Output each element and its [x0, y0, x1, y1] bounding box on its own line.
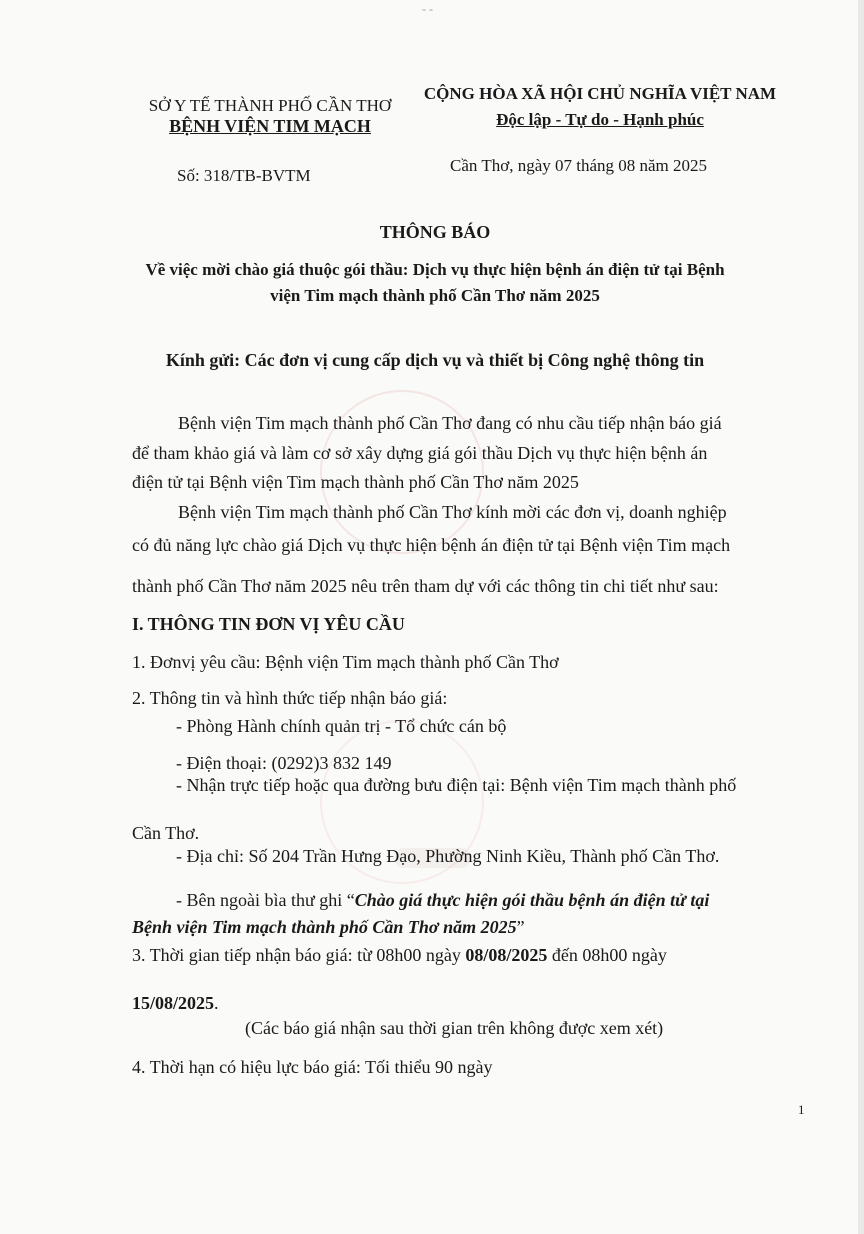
paragraph-1-line-3: điện tử tại Bệnh viện Tim mạch thành phố Cần Thơ năm 2025 — [132, 472, 579, 492]
envelope-prefix: - Bên ngoài bìa thư ghi “ — [176, 890, 355, 910]
motto-text: Độc lập - Tự do - Hạnh phúc — [496, 110, 704, 129]
item-3-end-date: 15/08/2025 — [132, 993, 215, 1013]
item-2-envelope-line-2 — [132, 917, 525, 938]
envelope-suffix: ” — [516, 917, 525, 937]
item-3-mid: đến 08h00 ngày — [547, 945, 667, 965]
item-2: 2. Thông tin và hình thức tiếp nhận báo giá: — [132, 688, 448, 708]
doc-number: Số: 318/TB-BVTM — [177, 166, 311, 185]
item-3-line-2 — [132, 993, 219, 1014]
notice-subject-line-2: viện Tim mạch thành phố Cần Thơ năm 2025 — [270, 286, 600, 305]
item-3-start-date: 08/08/2025 — [465, 945, 548, 965]
item-2-delivery-line-1: - Nhận trực tiếp hoặc qua đường bưu điện tại: Bệnh viện Tim mạch thành phố — [176, 775, 737, 795]
paragraph-2-line-3: thành phố Cần Thơ năm 2025 nêu trên tham dự với các thông tin chi tiết như sau: — [132, 576, 719, 596]
item-3-note: (Các báo giá nhận sau thời gian trên không được xem xét) — [245, 1018, 664, 1038]
country-name: CỘNG HÒA XÃ HỘI CHỦ NGHĨA VIỆT NAM — [423, 84, 777, 103]
paragraph-1-line-2: để tham khảo giá và làm cơ sở xây dựng giá gói thầu Dịch vụ thực hiện bệnh án — [132, 443, 708, 463]
place-date: Cần Thơ, ngày 07 tháng 08 năm 2025 — [450, 156, 708, 175]
org-name-text: BỆNH VIỆN TIM MẠCH — [169, 116, 371, 136]
envelope-label-part-2: Bệnh viện Tim mạch thành phố Cần Thơ năm 2025 — [132, 917, 517, 937]
item-3-prefix: 3. Thời gian tiếp nhận báo giá: từ 08h00 ngày — [132, 945, 466, 965]
paragraph-2-line-1: Bệnh viện Tim mạch thành phố Cần Thơ kính mời các đơn vị, doanh nghiệp — [178, 502, 727, 522]
item-1: 1. Đơnvị yêu cầu: Bệnh viện Tim mạch thành phố Cần Thơ — [132, 652, 559, 672]
motto — [400, 110, 800, 130]
item-2-delivery-line-2: Cần Thơ. — [132, 823, 200, 843]
org-name — [120, 116, 420, 137]
notice-title: THÔNG BÁO — [379, 222, 491, 242]
item-2-department: - Phòng Hành chính quản trị - Tổ chức cán bộ — [176, 716, 507, 736]
org-parent: SỞ Y TẾ THÀNH PHỐ CẦN THƠ — [148, 96, 392, 115]
item-3-line-1 — [132, 945, 667, 966]
page-edge — [858, 0, 864, 1234]
item-2-phone: - Điện thoại: (0292)3 832 149 — [176, 753, 392, 773]
recipient-line: Kính gửi: Các đơn vị cung cấp dịch vụ và thiết bị Công nghệ thông tin — [165, 350, 705, 370]
item-2-address: - Địa chỉ: Số 204 Trần Hưng Đạo, Phường Ninh Kiều, Thành phố Cần Thơ. — [176, 846, 720, 866]
page-number: 1 — [798, 1102, 805, 1117]
paragraph-2-line-2: có đủ năng lực chào giá Dịch vụ thực hiện bệnh án điện tử tại Bệnh viện Tim mạch — [132, 535, 731, 555]
item-3-end: . — [214, 993, 219, 1013]
envelope-label-part-1: Chào giá thực hiện gói thầu bệnh án điện tử tại — [354, 890, 710, 910]
top-mark: - - — [422, 2, 433, 16]
notice-subject-line-1: Về việc mời chào giá thuộc gói thầu: Dịch vụ thực hiện bệnh án điện tử tại Bệnh — [145, 260, 725, 279]
paragraph-1-line-1: Bệnh viện Tim mạch thành phố Cần Thơ đang có nhu cầu tiếp nhận báo giá — [178, 413, 722, 433]
item-2-envelope-line-1 — [176, 890, 709, 911]
section-1-heading: I. THÔNG TIN ĐƠN VỊ YÊU CẦU — [132, 614, 405, 634]
item-4: 4. Thời hạn có hiệu lực báo giá: Tối thiểu 90 ngày — [132, 1057, 493, 1077]
